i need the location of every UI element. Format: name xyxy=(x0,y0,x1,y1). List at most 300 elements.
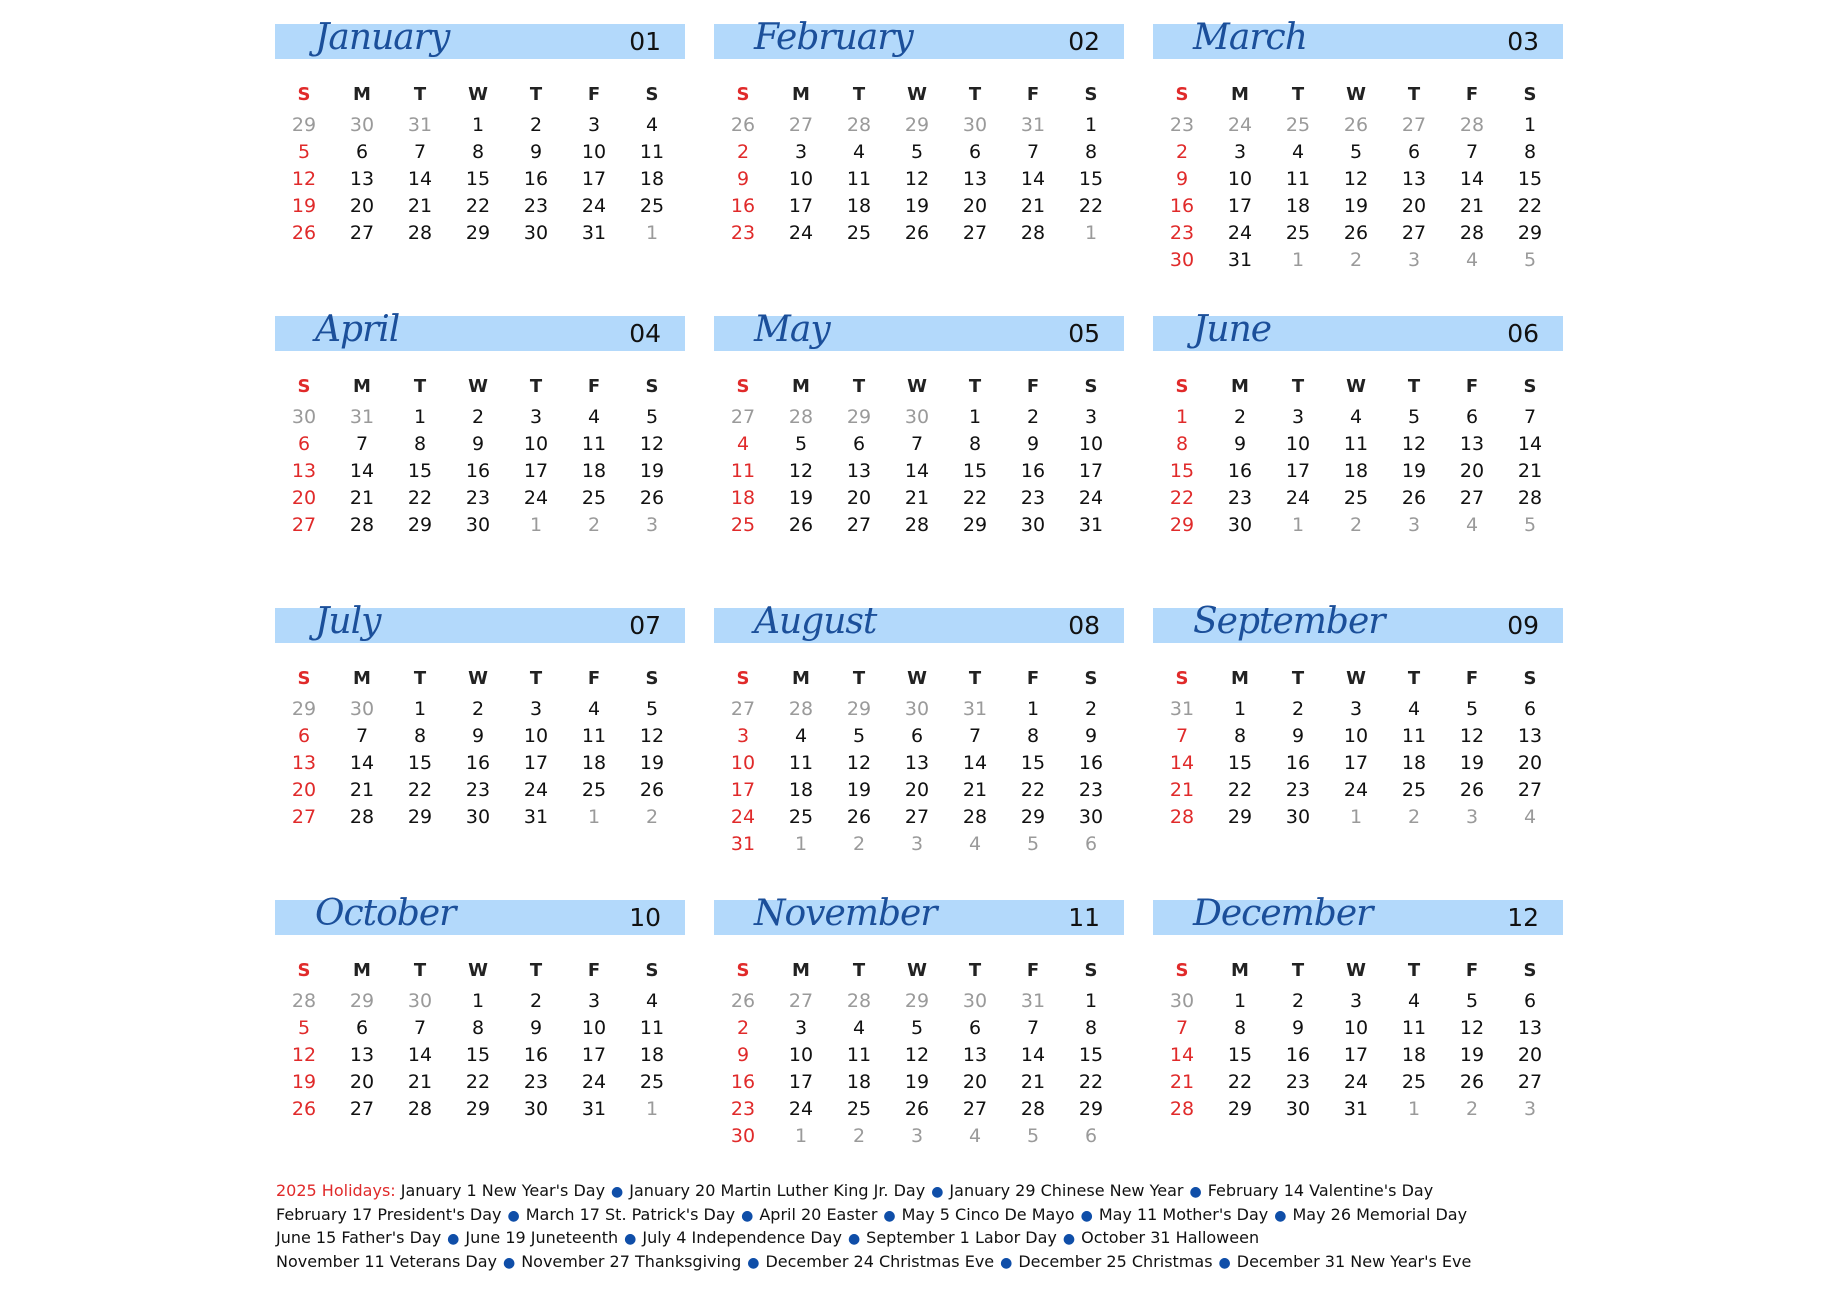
holiday-item: December 31 New Year's Eve xyxy=(1236,1251,1472,1271)
day-cell: 11 xyxy=(639,141,665,163)
day-cell: 1 xyxy=(529,514,543,536)
weekday-label: M xyxy=(792,84,810,105)
day-cell: 15 xyxy=(962,460,988,482)
day-cell: 16 xyxy=(1078,752,1104,774)
bullet-icon: ● xyxy=(1218,1254,1231,1271)
weekday-label: T xyxy=(1407,668,1421,689)
day-cell: 18 xyxy=(730,487,756,509)
day-cell: 20 xyxy=(904,779,930,801)
day-cell: 10 xyxy=(523,433,549,455)
day-cell: 6 xyxy=(1523,990,1537,1012)
day-cell: 6 xyxy=(355,141,369,163)
weekday-label: T xyxy=(852,376,866,397)
weekday-header-row xyxy=(714,370,1124,404)
day-cell: 26 xyxy=(846,806,872,828)
holiday-item: January 29 Chinese New Year xyxy=(949,1181,1184,1200)
weekday-label: S xyxy=(297,960,311,981)
week-row xyxy=(275,404,685,431)
week-row xyxy=(714,512,1124,539)
day-cell: 1 xyxy=(1175,406,1189,428)
day-cell: 17 xyxy=(1285,460,1311,482)
day-cell: 4 xyxy=(1349,406,1363,428)
day-cell: 2 xyxy=(1291,990,1305,1012)
day-cell: 11 xyxy=(1343,433,1369,455)
day-cell: 7 xyxy=(355,725,369,747)
day-cell: 4 xyxy=(968,833,982,855)
day-cell: 14 xyxy=(1169,1044,1195,1066)
day-cell: 14 xyxy=(407,1044,433,1066)
day-cell: 4 xyxy=(1465,249,1479,271)
day-cell: 9 xyxy=(736,168,750,190)
day-cell: 13 xyxy=(349,168,375,190)
month-name: September xyxy=(1193,601,1385,642)
month-header xyxy=(714,893,1124,935)
weekday-label: T xyxy=(413,960,427,981)
day-cell: 29 xyxy=(407,806,433,828)
day-cell: 3 xyxy=(1465,806,1479,828)
day-cell: 17 xyxy=(1343,752,1369,774)
day-cell: 23 xyxy=(523,195,549,217)
day-cell: 23 xyxy=(730,222,756,244)
bullet-icon: ● xyxy=(1189,1184,1202,1200)
day-cell: 23 xyxy=(1285,779,1311,801)
day-cell: 18 xyxy=(1401,1044,1427,1066)
day-cell: 28 xyxy=(407,1098,433,1120)
day-cell: 1 xyxy=(794,833,808,855)
weekday-header-row xyxy=(714,954,1124,988)
day-cell: 4 xyxy=(1465,514,1479,536)
holiday-item: June 19 Juneteenth xyxy=(465,1228,619,1247)
day-cell: 30 xyxy=(1169,990,1195,1012)
day-cell: 25 xyxy=(1401,1071,1427,1093)
day-cell: 1 xyxy=(1407,1098,1421,1120)
weekday-label: T xyxy=(1407,960,1421,981)
weekday-header-row xyxy=(275,78,685,112)
day-cell: 12 xyxy=(904,168,930,190)
day-cell: 14 xyxy=(1169,752,1195,774)
month-number: 07 xyxy=(629,611,661,640)
month-may xyxy=(714,309,1124,608)
day-cell: 25 xyxy=(581,779,607,801)
day-cell: 5 xyxy=(1523,514,1537,536)
day-cell: 30 xyxy=(904,698,930,720)
week-row xyxy=(1153,512,1563,539)
holiday-item: November 27 Thanksgiving xyxy=(521,1251,742,1271)
day-cell: 9 xyxy=(529,1017,543,1039)
day-cell: 29 xyxy=(904,114,930,136)
day-cell: 11 xyxy=(581,433,607,455)
weekday-label: T xyxy=(529,668,543,689)
weekday-label: S xyxy=(1175,668,1189,689)
day-cell: 24 xyxy=(1343,1071,1369,1093)
bullet-icon: ● xyxy=(447,1231,460,1247)
day-cell: 13 xyxy=(291,460,317,482)
bullet-icon: ● xyxy=(747,1254,760,1271)
day-cell: 3 xyxy=(910,833,924,855)
day-cell: 3 xyxy=(529,406,543,428)
weekday-header-row xyxy=(275,954,685,988)
day-cell: 21 xyxy=(1459,195,1485,217)
weekday-label: W xyxy=(468,376,488,397)
day-cell: 16 xyxy=(730,1071,756,1093)
month-september xyxy=(1153,601,1563,900)
day-cell: 7 xyxy=(413,141,427,163)
day-cell: 10 xyxy=(581,141,607,163)
day-cell: 20 xyxy=(846,487,872,509)
day-cell: 14 xyxy=(904,460,930,482)
day-cell: 21 xyxy=(1169,1071,1195,1093)
holiday-line xyxy=(276,1204,1576,1228)
month-name: February xyxy=(754,17,913,58)
day-cell: 13 xyxy=(291,752,317,774)
bullet-icon: ● xyxy=(624,1231,637,1247)
day-cell: 28 xyxy=(1517,487,1543,509)
day-cell: 2 xyxy=(1465,1098,1479,1120)
day-cell: 2 xyxy=(852,833,866,855)
day-cell: 26 xyxy=(1459,779,1485,801)
weekday-label: S xyxy=(1084,84,1098,105)
day-cell: 22 xyxy=(407,779,433,801)
day-cell: 7 xyxy=(968,725,982,747)
month-july xyxy=(275,601,685,900)
day-cell: 29 xyxy=(1078,1098,1104,1120)
day-cell: 30 xyxy=(1227,514,1253,536)
day-cell: 24 xyxy=(1078,487,1104,509)
day-cell: 6 xyxy=(297,433,311,455)
day-cell: 20 xyxy=(962,1071,988,1093)
month-name: December xyxy=(1193,893,1373,934)
day-cell: 19 xyxy=(1343,195,1369,217)
weekday-label: W xyxy=(1346,376,1366,397)
day-cell: 15 xyxy=(407,752,433,774)
day-cell: 27 xyxy=(1517,1071,1543,1093)
bullet-icon: ● xyxy=(1062,1231,1076,1247)
day-cell: 9 xyxy=(736,1044,750,1066)
day-cell: 12 xyxy=(788,460,814,482)
month-number: 06 xyxy=(1507,319,1539,348)
day-cell: 30 xyxy=(904,406,930,428)
day-cell: 21 xyxy=(1020,1071,1046,1093)
day-cell: 18 xyxy=(846,195,872,217)
day-cell: 27 xyxy=(1517,779,1543,801)
day-cell: 30 xyxy=(962,990,988,1012)
day-cell: 2 xyxy=(1175,141,1189,163)
day-cell: 2 xyxy=(587,514,601,536)
weekday-label: T xyxy=(413,84,427,105)
month-name: June xyxy=(1193,309,1272,350)
weekday-label: T xyxy=(968,668,982,689)
weekday-label: M xyxy=(792,376,810,397)
day-cell: 26 xyxy=(730,990,756,1012)
bullet-icon: ● xyxy=(883,1207,896,1224)
day-cell: 28 xyxy=(349,514,375,536)
day-cell: 30 xyxy=(730,1125,756,1147)
week-row xyxy=(714,112,1124,139)
weekday-label: M xyxy=(792,668,810,689)
weekday-header-row xyxy=(714,662,1124,696)
weekday-label: S xyxy=(1523,668,1537,689)
day-cell: 29 xyxy=(962,514,988,536)
day-cell: 18 xyxy=(1285,195,1311,217)
day-cell: 26 xyxy=(788,514,814,536)
bullet-icon: ● xyxy=(931,1184,944,1200)
holiday-item: September 1 Labor Day xyxy=(866,1228,1057,1247)
day-cell: 22 xyxy=(1227,1071,1253,1093)
day-cell: 28 xyxy=(1169,806,1195,828)
day-cell: 17 xyxy=(730,779,756,801)
day-cell: 22 xyxy=(407,487,433,509)
day-cell: 4 xyxy=(1407,698,1421,720)
day-cell: 19 xyxy=(904,1071,930,1093)
day-cell: 28 xyxy=(407,222,433,244)
day-cell: 30 xyxy=(465,514,491,536)
day-cell: 12 xyxy=(1343,168,1369,190)
holiday-line xyxy=(276,1251,1576,1275)
day-cell: 21 xyxy=(1020,195,1046,217)
day-cell: 15 xyxy=(407,460,433,482)
day-cell: 31 xyxy=(523,806,549,828)
week-row xyxy=(714,1015,1124,1042)
day-cell: 19 xyxy=(788,487,814,509)
day-cell: 30 xyxy=(407,990,433,1012)
day-cell: 15 xyxy=(1078,168,1104,190)
month-april xyxy=(275,309,685,608)
day-cell: 22 xyxy=(1078,1071,1104,1093)
day-cell: 9 xyxy=(1291,1017,1305,1039)
day-cell: 29 xyxy=(1227,806,1253,828)
weekday-label: S xyxy=(736,960,750,981)
month-name: March xyxy=(1193,17,1307,58)
bullet-icon: ● xyxy=(741,1207,754,1224)
day-cell: 3 xyxy=(587,990,601,1012)
day-cell: 20 xyxy=(291,779,317,801)
holiday-line xyxy=(276,1227,1576,1251)
weekday-label: S xyxy=(645,960,659,981)
holiday-item: February 14 Valentine's Day xyxy=(1207,1181,1434,1200)
day-cell: 1 xyxy=(471,990,485,1012)
month-header xyxy=(1153,17,1563,59)
day-cell: 10 xyxy=(1343,1017,1369,1039)
weekday-label: S xyxy=(736,668,750,689)
holiday-item: December 24 Christmas Eve xyxy=(765,1251,995,1271)
day-cell: 4 xyxy=(645,114,659,136)
day-cell: 31 xyxy=(730,833,756,855)
day-cell: 16 xyxy=(1020,460,1046,482)
day-cell: 10 xyxy=(788,168,814,190)
weekday-label: T xyxy=(852,960,866,981)
day-cell: 12 xyxy=(1459,725,1485,747)
day-cell: 1 xyxy=(413,698,427,720)
week-row xyxy=(1153,139,1563,166)
day-cell: 27 xyxy=(730,698,756,720)
day-cell: 5 xyxy=(1026,833,1040,855)
day-cell: 25 xyxy=(846,222,872,244)
day-cell: 13 xyxy=(1401,168,1427,190)
weekday-label: T xyxy=(1407,376,1421,397)
holiday-item: March 17 St. Patrick's Day xyxy=(525,1204,736,1224)
day-cell: 12 xyxy=(1459,1017,1485,1039)
week-row xyxy=(1153,220,1563,247)
day-cell: 7 xyxy=(1523,406,1537,428)
weekday-label: M xyxy=(1231,84,1249,105)
day-cell: 23 xyxy=(465,487,491,509)
weekday-label: S xyxy=(297,376,311,397)
day-cell: 4 xyxy=(587,698,601,720)
day-cell: 11 xyxy=(788,752,814,774)
weekday-label: W xyxy=(1346,84,1366,105)
weekday-label: W xyxy=(907,960,927,981)
month-number: 08 xyxy=(1068,611,1100,640)
month-header xyxy=(275,893,685,935)
day-cell: 24 xyxy=(730,806,756,828)
day-cell: 5 xyxy=(794,433,808,455)
week-row xyxy=(1153,1042,1563,1069)
month-number: 01 xyxy=(629,27,661,56)
day-cell: 28 xyxy=(788,406,814,428)
week-row xyxy=(1153,696,1563,723)
weekday-label: W xyxy=(468,84,488,105)
month-october xyxy=(275,893,685,1192)
day-cell: 17 xyxy=(788,195,814,217)
day-cell: 29 xyxy=(1020,806,1046,828)
day-cell: 16 xyxy=(465,752,491,774)
week-row xyxy=(714,988,1124,1015)
day-cell: 8 xyxy=(1523,141,1537,163)
weekday-label: F xyxy=(1465,84,1479,105)
day-cell: 10 xyxy=(730,752,756,774)
day-cell: 19 xyxy=(904,195,930,217)
day-cell: 10 xyxy=(788,1044,814,1066)
day-cell: 14 xyxy=(407,168,433,190)
week-row xyxy=(1153,193,1563,220)
weekday-label: M xyxy=(353,376,371,397)
holiday-line xyxy=(276,1180,1576,1204)
day-cell: 5 xyxy=(1465,990,1479,1012)
day-cell: 21 xyxy=(407,195,433,217)
day-cell: 2 xyxy=(645,806,659,828)
day-cell: 7 xyxy=(355,433,369,455)
weekday-label: T xyxy=(413,668,427,689)
day-cell: 26 xyxy=(1343,114,1369,136)
day-cell: 3 xyxy=(1291,406,1305,428)
day-cell: 12 xyxy=(639,725,665,747)
week-row xyxy=(714,723,1124,750)
day-cell: 4 xyxy=(794,725,808,747)
day-cell: 4 xyxy=(1407,990,1421,1012)
day-cell: 15 xyxy=(1169,460,1195,482)
day-cell: 11 xyxy=(730,460,756,482)
day-cell: 19 xyxy=(846,779,872,801)
day-cell: 31 xyxy=(1020,114,1046,136)
day-cell: 29 xyxy=(1517,222,1543,244)
day-cell: 24 xyxy=(1343,779,1369,801)
day-cell: 19 xyxy=(291,195,317,217)
holiday-item: January 20 Martin Luther King Jr. Day xyxy=(629,1181,926,1200)
holiday-item: January 1 New Year's Day xyxy=(400,1181,606,1200)
day-cell: 28 xyxy=(1020,1098,1046,1120)
weekday-label: F xyxy=(587,668,601,689)
weekday-label: M xyxy=(1231,960,1249,981)
day-cell: 26 xyxy=(904,1098,930,1120)
month-header xyxy=(714,309,1124,351)
holiday-item: November 11 Veterans Day xyxy=(276,1251,497,1271)
day-cell: 27 xyxy=(788,114,814,136)
bullet-icon: ● xyxy=(1274,1207,1287,1224)
weekday-label: M xyxy=(792,960,810,981)
week-row xyxy=(1153,404,1563,431)
day-cell: 6 xyxy=(852,433,866,455)
day-cell: 31 xyxy=(1020,990,1046,1012)
week-row xyxy=(714,696,1124,723)
day-cell: 14 xyxy=(962,752,988,774)
day-cell: 1 xyxy=(1026,698,1040,720)
day-cell: 30 xyxy=(1285,1098,1311,1120)
day-cell: 10 xyxy=(1285,433,1311,455)
day-cell: 14 xyxy=(1020,1044,1046,1066)
month-header xyxy=(275,601,685,643)
day-cell: 9 xyxy=(1026,433,1040,455)
holidays-list xyxy=(276,1180,1576,1274)
month-header xyxy=(1153,601,1563,643)
day-cell: 1 xyxy=(587,806,601,828)
day-cell: 4 xyxy=(645,990,659,1012)
day-cell: 24 xyxy=(523,487,549,509)
weekday-label: F xyxy=(1026,376,1040,397)
day-cell: 25 xyxy=(846,1098,872,1120)
weekday-label: T xyxy=(852,668,866,689)
day-cell: 8 xyxy=(968,433,982,455)
weekday-label: T xyxy=(1291,668,1305,689)
day-cell: 3 xyxy=(1407,249,1421,271)
day-cell: 1 xyxy=(1084,222,1098,244)
day-cell: 8 xyxy=(1084,1017,1098,1039)
day-cell: 21 xyxy=(349,487,375,509)
day-cell: 18 xyxy=(639,168,665,190)
day-cell: 25 xyxy=(639,195,665,217)
weekday-label: S xyxy=(1084,376,1098,397)
day-cell: 2 xyxy=(852,1125,866,1147)
weekday-label: F xyxy=(587,960,601,981)
weekday-header-row xyxy=(1153,370,1563,404)
weekday-label: F xyxy=(1026,668,1040,689)
month-number: 10 xyxy=(629,903,661,932)
day-cell: 1 xyxy=(471,114,485,136)
weekday-label: M xyxy=(353,960,371,981)
weekday-label: S xyxy=(645,376,659,397)
day-cell: 8 xyxy=(471,141,485,163)
day-cell: 14 xyxy=(1459,168,1485,190)
day-cell: 7 xyxy=(910,433,924,455)
day-cell: 6 xyxy=(297,725,311,747)
day-cell: 26 xyxy=(904,222,930,244)
week-row xyxy=(275,112,685,139)
week-row xyxy=(1153,988,1563,1015)
day-cell: 12 xyxy=(1401,433,1427,455)
day-cell: 20 xyxy=(1401,195,1427,217)
week-row xyxy=(275,1096,685,1123)
week-row xyxy=(275,988,685,1015)
month-august xyxy=(714,601,1124,900)
weekday-label: W xyxy=(468,960,488,981)
week-row xyxy=(714,831,1124,858)
weekday-label: F xyxy=(587,376,601,397)
day-cell: 25 xyxy=(1343,487,1369,509)
day-cell: 31 xyxy=(1169,698,1195,720)
day-cell: 17 xyxy=(581,168,607,190)
day-cell: 20 xyxy=(962,195,988,217)
day-cell: 27 xyxy=(291,514,317,536)
day-cell: 25 xyxy=(788,806,814,828)
